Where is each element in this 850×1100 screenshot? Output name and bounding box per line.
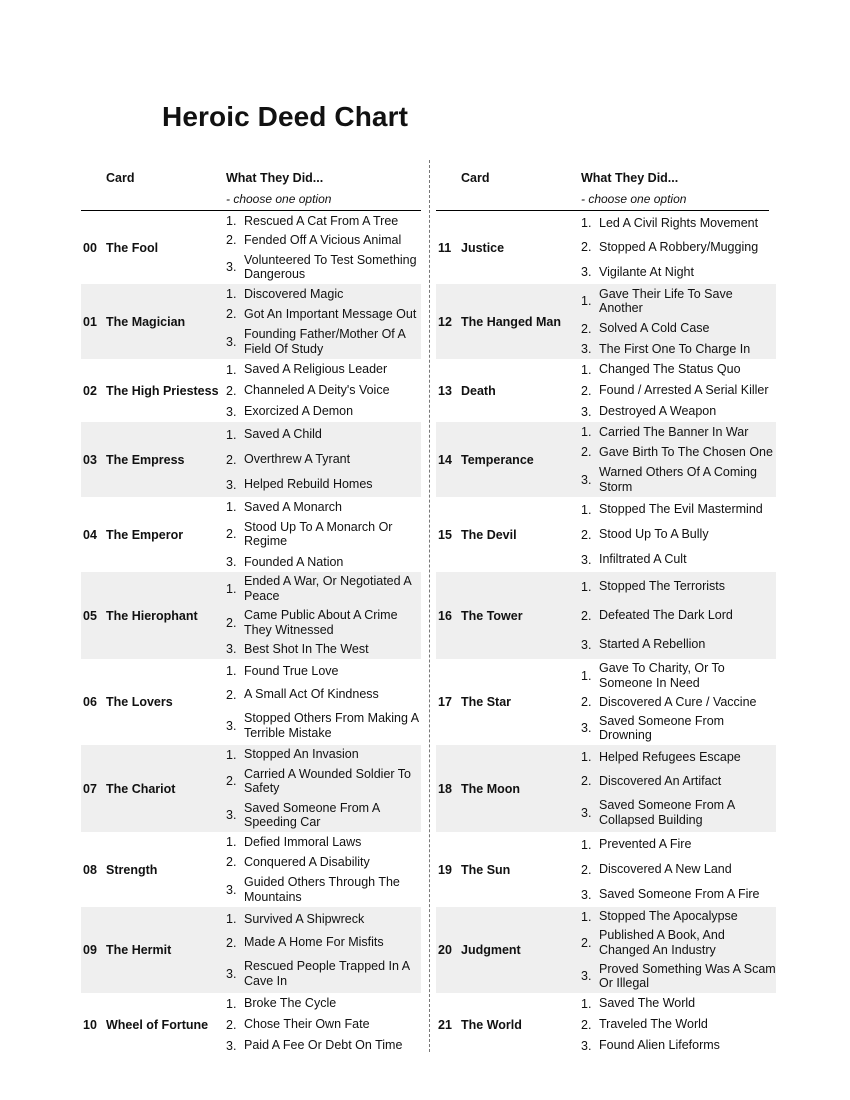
option-text: Discovered A New Land	[599, 862, 732, 877]
option-text: Infiltrated A Cult	[599, 552, 687, 567]
deed-options	[581, 211, 776, 284]
deed-options	[226, 572, 421, 659]
deed-option	[581, 774, 776, 789]
option-text: Carried The Banner In War	[599, 424, 749, 439]
option-text: Proved Something Was A Scam Or Illegal	[599, 961, 776, 991]
deed-option	[226, 747, 421, 762]
card-number: 06	[83, 695, 97, 709]
deed-option	[226, 383, 421, 398]
option-text: Stood Up To A Monarch Or Regime	[244, 519, 393, 549]
deed-option	[226, 767, 421, 796]
option-number: 3.	[581, 805, 592, 820]
option-text: Saved Someone From Drowning	[599, 713, 725, 743]
option-number: 1.	[581, 362, 592, 377]
option-number: 1.	[581, 294, 592, 309]
card-name: The World	[461, 1017, 522, 1032]
option-text: Carried A Wounded Soldier To Safety	[244, 766, 412, 796]
option-number: 2.	[226, 773, 237, 788]
option-text: Chose Their Own Fate	[244, 1017, 370, 1032]
option-text: Helped Refugees Escape	[599, 749, 741, 764]
option-text: Made A Home For Misfits	[244, 935, 384, 950]
deed-option	[226, 574, 421, 603]
card-name: The Magician	[106, 314, 186, 329]
option-text: Discovered A Cure / Vaccine	[599, 694, 757, 709]
option-number: 1.	[226, 663, 237, 678]
option-number: 2.	[581, 862, 592, 877]
option-text: Saved Someone From A Fire	[599, 887, 760, 902]
option-number: 2.	[581, 694, 592, 709]
option-text: Founding Father/Mother Of A Field Of Study	[244, 327, 406, 356]
deed-option	[226, 608, 421, 637]
card-number: 19	[438, 862, 452, 877]
deed-option	[581, 608, 776, 623]
deed-option	[581, 928, 776, 957]
option-number: 3.	[581, 341, 592, 356]
deed-option	[581, 962, 776, 991]
card-row	[81, 832, 421, 907]
deed-options	[226, 284, 421, 359]
option-number: 3.	[581, 969, 592, 983]
deed-option	[226, 996, 421, 1011]
option-text: Guided Others Through The Mountains	[244, 875, 400, 904]
card-row	[81, 572, 421, 659]
option-number: 1.	[581, 502, 592, 517]
card-number: 20	[438, 943, 452, 957]
option-text: Paid A Fee Or Debt On Time	[244, 1038, 403, 1053]
option-text: The First One To Charge In	[599, 341, 751, 356]
deed-option	[581, 837, 776, 852]
option-text: Prevented A Fire	[599, 837, 692, 852]
card-row	[436, 907, 776, 993]
deed-option	[226, 875, 421, 904]
option-number: 1.	[226, 581, 237, 596]
card-number: 13	[438, 383, 452, 398]
card-number: 17	[438, 695, 452, 709]
option-number: 1.	[226, 362, 237, 377]
card-number: 15	[438, 527, 452, 542]
deed-options	[226, 497, 421, 572]
card-name: Temperance	[461, 452, 534, 467]
deed-options	[581, 572, 776, 659]
card-row	[436, 659, 776, 745]
deed-options	[581, 907, 776, 993]
option-number: 2.	[226, 233, 237, 247]
card-number: 00	[83, 240, 97, 255]
card-number: 12	[438, 314, 452, 329]
page-title: Heroic Deed Chart	[162, 101, 408, 132]
deed-options	[226, 832, 421, 907]
card-row	[436, 211, 776, 284]
deed-option	[226, 404, 421, 419]
option-text: Saved Someone From A Speeding Car	[244, 800, 380, 830]
option-text: Survived A Shipwreck	[244, 911, 365, 926]
card-row	[436, 832, 776, 907]
card-name: Justice	[461, 240, 505, 255]
deed-option	[226, 959, 421, 988]
card-row	[81, 422, 421, 497]
option-number: 2.	[226, 687, 237, 702]
card-name: The Devil	[461, 527, 517, 542]
option-number: 2.	[581, 321, 592, 336]
option-text: Stood Up To A Bully	[599, 527, 709, 542]
column-divider	[429, 160, 430, 1052]
option-number: 3.	[226, 966, 237, 981]
option-number: 1.	[226, 911, 237, 926]
card-number: 02	[83, 383, 97, 398]
card-number: 16	[438, 608, 452, 623]
option-number: 1.	[226, 834, 237, 849]
option-text: Stopped The Apocalypse	[599, 909, 738, 924]
option-number: 2.	[226, 854, 237, 869]
card-number: 07	[83, 781, 97, 796]
deed-option	[226, 687, 421, 702]
option-text: Destroyed A Weapon	[599, 404, 717, 419]
option-number: 2.	[581, 383, 592, 398]
option-number: 1.	[226, 747, 237, 762]
deed-option	[581, 909, 776, 924]
card-name: The Hanged Man	[461, 314, 562, 329]
deed-options	[226, 659, 421, 745]
option-text: Founded A Nation	[244, 554, 344, 569]
option-number: 1.	[581, 215, 592, 230]
deed-option	[581, 714, 776, 743]
deed-option	[581, 240, 776, 255]
option-number: 3.	[226, 882, 237, 897]
deed-option	[581, 552, 776, 567]
option-text: Channeled A Deity's Voice	[244, 383, 390, 398]
option-number: 3.	[226, 334, 237, 349]
option-text: Fended Off A Vicious Animal	[244, 233, 402, 247]
deed-options	[581, 284, 776, 359]
deed-option	[226, 520, 421, 549]
deed-option	[226, 233, 421, 248]
deed-option	[581, 1017, 776, 1032]
card-row	[81, 497, 421, 572]
option-number: 1.	[581, 996, 592, 1011]
left-card-header: Card	[106, 171, 135, 185]
card-number: 21	[438, 1017, 452, 1032]
option-text: Gave Birth To The Chosen One	[599, 444, 773, 459]
option-number: 2.	[581, 527, 592, 542]
card-row	[436, 284, 776, 359]
deed-option	[226, 711, 421, 740]
option-text: Stopped An Invasion	[244, 747, 359, 762]
deed-option	[581, 527, 776, 542]
card-name: Strength	[106, 862, 158, 877]
option-text: Saved A Child	[244, 427, 322, 442]
deed-option	[226, 664, 421, 679]
option-number: 1.	[581, 837, 592, 852]
card-number: 05	[83, 608, 97, 623]
deed-option	[226, 287, 421, 302]
deed-option	[581, 445, 776, 460]
card-name: The Star	[461, 695, 512, 709]
card-number: 11	[438, 240, 452, 255]
option-text: Changed The Status Quo	[599, 362, 741, 377]
option-text: Ended A War, Or Negotiated A Peace	[244, 574, 412, 603]
deed-option	[226, 835, 421, 850]
option-number: 3.	[226, 807, 237, 822]
card-name: Death	[461, 383, 496, 398]
deed-option	[581, 425, 776, 440]
deed-option	[226, 214, 421, 229]
option-text: Saved Someone From A Collapsed Building	[599, 798, 735, 827]
deed-option	[226, 855, 421, 870]
option-number: 3.	[581, 637, 592, 652]
card-number: 18	[438, 781, 452, 796]
deed-option	[581, 661, 776, 690]
right-choose-note: - choose one option	[581, 192, 687, 206]
card-row	[436, 572, 776, 659]
option-number: 2.	[226, 527, 237, 542]
option-number: 2.	[581, 1017, 592, 1032]
card-row	[81, 907, 421, 993]
option-number: 2.	[226, 615, 237, 630]
card-name: Judgment	[461, 943, 521, 957]
deed-option	[226, 642, 421, 657]
option-text: Overthrew A Tyrant	[244, 452, 351, 467]
card-row	[436, 745, 776, 832]
deed-option	[581, 216, 776, 231]
deed-option	[581, 383, 776, 398]
card-name: The Fool	[106, 240, 159, 255]
option-text: Found True Love	[244, 663, 339, 678]
option-number: 3.	[581, 721, 592, 735]
deed-options	[226, 745, 421, 832]
option-number: 3.	[581, 264, 592, 279]
deed-option	[581, 321, 776, 336]
option-text: Found / Arrested A Serial Killer	[599, 383, 769, 398]
option-text: Stopped The Evil Mastermind	[599, 502, 763, 517]
left-what-header: What They Did...	[226, 171, 324, 185]
option-text: Warned Others Of A Coming Storm	[599, 465, 757, 494]
option-number: 2.	[226, 383, 237, 398]
option-number: 3.	[226, 1038, 237, 1053]
option-number: 3.	[581, 472, 592, 487]
deed-option	[226, 362, 421, 377]
deed-option	[581, 362, 776, 377]
deed-options	[581, 832, 776, 907]
deed-option	[226, 427, 421, 442]
deed-option	[226, 912, 421, 927]
option-text: Stopped The Terrorists	[599, 579, 725, 594]
option-text: Found Alien Lifeforms	[599, 1038, 720, 1053]
card-name: The Lovers	[106, 695, 173, 709]
deed-option	[581, 502, 776, 517]
card-row	[81, 284, 421, 359]
card-number: 04	[83, 527, 97, 542]
option-number: 1.	[581, 424, 592, 439]
deed-option	[226, 1017, 421, 1032]
card-row	[436, 422, 776, 497]
option-text: A Small Act Of Kindness	[244, 687, 379, 702]
deed-option	[581, 287, 776, 316]
option-text: Defied Immoral Laws	[244, 834, 362, 849]
option-text: Led A Civil Rights Movement	[599, 215, 759, 230]
card-name: The Sun	[461, 862, 511, 877]
deed-options	[581, 497, 776, 572]
left-choose-note: - choose one option	[226, 192, 332, 206]
card-row	[81, 745, 421, 832]
option-number: 1.	[226, 499, 237, 514]
card-number: 08	[83, 862, 97, 877]
option-text: Stopped Others From Making A Terrible Mistake	[244, 711, 419, 740]
option-text: Came Public About A Crime They Witnessed	[244, 608, 398, 637]
option-number: 2.	[226, 306, 237, 321]
option-number: 1.	[226, 996, 237, 1011]
deed-option	[581, 1038, 776, 1053]
deed-options	[226, 993, 421, 1056]
deed-option	[581, 342, 776, 357]
deed-options	[581, 659, 776, 745]
option-text: Stopped A Robbery/Mugging	[599, 240, 759, 255]
option-number: 2.	[581, 773, 592, 788]
option-number: 3.	[226, 554, 237, 569]
deed-option	[226, 1038, 421, 1053]
deed-option	[226, 935, 421, 950]
card-name: Wheel of Fortune	[106, 1017, 209, 1032]
option-text: Gave To Charity, Or To Someone In Need	[599, 661, 725, 690]
option-number: 2.	[581, 444, 592, 459]
card-name: The Moon	[461, 781, 521, 796]
deed-options	[226, 211, 421, 284]
option-number: 3.	[581, 1038, 592, 1053]
option-text: Got An Important Message Out	[244, 306, 417, 321]
option-number: 3.	[581, 887, 592, 902]
card-name: The High Priestess	[106, 383, 219, 398]
card-name: The Hierophant	[106, 608, 198, 623]
option-text: Rescued People Trapped In A Cave In	[244, 959, 410, 988]
deed-option	[581, 750, 776, 765]
card-name: The Empress	[106, 452, 185, 467]
card-number: 03	[83, 452, 97, 467]
option-text: Helped Rebuild Homes	[244, 477, 373, 492]
option-text: Solved A Cold Case	[599, 321, 710, 336]
option-text: Broke The Cycle	[244, 996, 337, 1011]
deed-option	[581, 887, 776, 902]
option-number: 2.	[581, 935, 592, 950]
deed-options	[581, 993, 776, 1056]
option-text: Exorcized A Demon	[244, 404, 354, 419]
option-text: Volunteered To Test Something Dangerous	[244, 252, 417, 281]
option-number: 2.	[581, 240, 592, 255]
deed-option	[581, 996, 776, 1011]
deed-option	[226, 253, 421, 282]
option-text: Discovered An Artifact	[599, 773, 722, 788]
card-row	[436, 993, 776, 1056]
deed-option	[581, 798, 776, 827]
deed-options	[226, 359, 421, 422]
option-number: 1.	[226, 286, 237, 301]
option-text: Discovered Magic	[244, 286, 344, 301]
option-number: 2.	[581, 608, 592, 623]
deed-option	[581, 465, 776, 494]
option-number: 3.	[226, 404, 237, 419]
option-number: 1.	[226, 427, 237, 442]
option-number: 3.	[226, 642, 237, 657]
option-text: Published A Book, And Changed An Industry	[599, 928, 725, 957]
card-number: 09	[83, 943, 97, 957]
card-row	[436, 359, 776, 422]
deed-option	[226, 452, 421, 467]
option-number: 1.	[581, 668, 592, 683]
option-number: 3.	[226, 477, 237, 492]
deed-option	[581, 404, 776, 419]
deed-option	[581, 637, 776, 652]
deed-options	[581, 422, 776, 497]
right-card-header: Card	[461, 171, 490, 185]
option-text: Gave Their Life To Save Another	[599, 286, 733, 316]
card-number: 01	[83, 314, 97, 329]
option-number: 2.	[226, 1017, 237, 1032]
option-text: Saved A Monarch	[244, 499, 342, 514]
deed-options	[581, 745, 776, 832]
card-row	[436, 497, 776, 572]
card-number: 14	[438, 452, 452, 467]
option-text: Saved The World	[599, 996, 696, 1011]
card-number: 10	[83, 1017, 97, 1032]
option-text: Vigilante At Night	[599, 264, 694, 279]
right-what-header: What They Did...	[581, 171, 679, 185]
option-text: Rescued A Cat From A Tree	[244, 213, 399, 228]
option-number: 1.	[581, 749, 592, 764]
card-row	[81, 993, 421, 1056]
option-number: 3.	[226, 259, 237, 274]
option-text: Defeated The Dark Lord	[599, 608, 733, 623]
deed-options	[226, 907, 421, 993]
deed-option	[581, 695, 776, 710]
option-number: 2.	[226, 935, 237, 950]
deed-options	[226, 422, 421, 497]
option-number: 3.	[226, 718, 237, 733]
deed-option	[226, 500, 421, 515]
option-text: Conquered A Disability	[244, 854, 370, 869]
option-text: Saved A Religious Leader	[244, 362, 388, 377]
option-number: 3.	[581, 552, 592, 567]
card-row	[81, 359, 421, 422]
deed-option	[226, 327, 421, 356]
deed-option	[226, 555, 421, 570]
deed-option	[581, 265, 776, 280]
option-number: 1.	[226, 213, 237, 228]
card-name: The Emperor	[106, 527, 184, 542]
deed-options	[581, 359, 776, 422]
option-number: 3.	[581, 404, 592, 419]
deed-option	[226, 307, 421, 322]
card-name: The Chariot	[106, 781, 176, 796]
option-number: 1.	[581, 579, 592, 594]
card-row	[81, 211, 421, 284]
option-number: 1.	[581, 909, 592, 924]
option-number: 2.	[226, 452, 237, 467]
deed-option	[581, 579, 776, 594]
deed-option	[581, 862, 776, 877]
deed-option	[226, 477, 421, 492]
option-text: Best Shot In The West	[244, 642, 369, 657]
card-row	[81, 659, 421, 745]
card-name: The Hermit	[106, 943, 172, 957]
option-text: Started A Rebellion	[599, 637, 706, 652]
card-name: The Tower	[461, 608, 523, 623]
deed-option	[226, 801, 421, 830]
option-text: Traveled The World	[599, 1017, 708, 1032]
